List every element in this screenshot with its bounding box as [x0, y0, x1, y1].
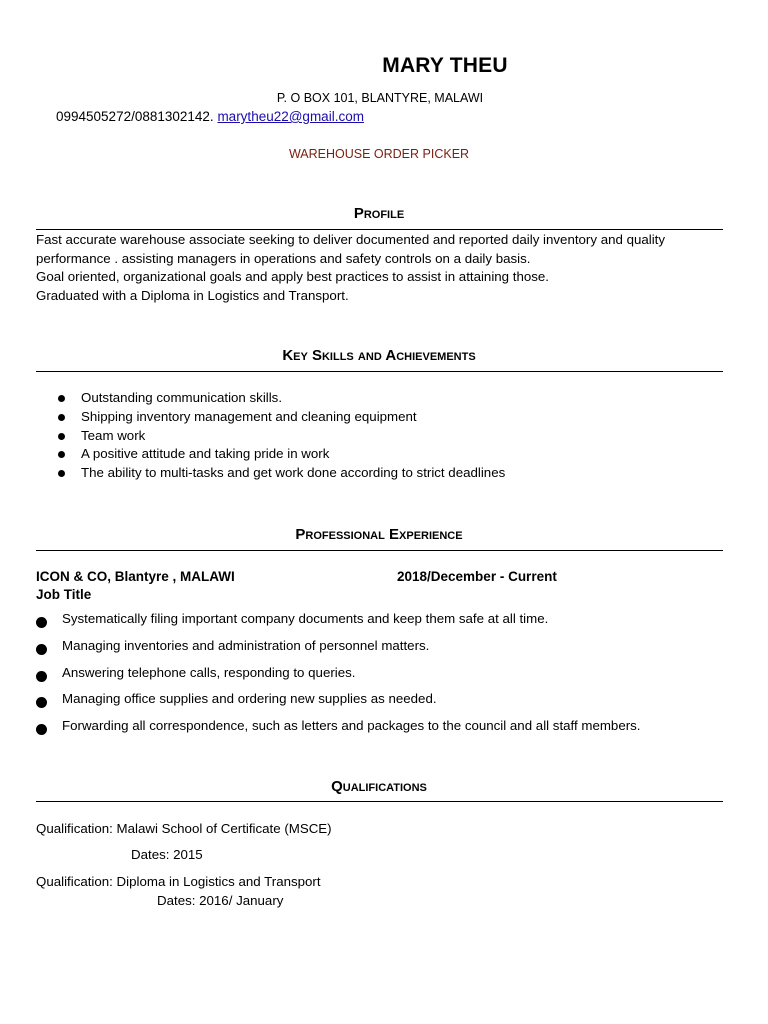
skill-text: A positive attitude and taking pride in work — [81, 446, 330, 462]
skill-text: Shipping inventory management and cleaning equipment — [81, 408, 417, 424]
bullet-icon — [58, 414, 65, 421]
experience-heading: Professional Experience — [295, 526, 463, 543]
skill-text: The ability to multi-tasks and get work done according to strict deadlines — [81, 465, 506, 481]
qualification-1-dates: Dates: 2015 — [131, 847, 203, 862]
target-role: WAREHOUSE ORDER PICKER — [288, 147, 470, 161]
contact-line — [56, 109, 364, 124]
bullet-icon — [36, 644, 47, 655]
skills-divider — [36, 371, 723, 372]
duty-text: Forwarding all correspondence, such as letters and packages to the council and all staff members. — [62, 718, 641, 734]
qualification-2-dates: Dates: 2016/ January — [157, 893, 284, 908]
bullet-icon — [36, 697, 47, 708]
profile-line: Goal oriented, organizational goals and apply best practices to assist in attaining those. — [36, 269, 549, 285]
email-link[interactable]: marytheu22@gmail.com — [217, 109, 364, 124]
skills-heading: Key Skills and Achievements — [282, 347, 476, 364]
qualifications-heading: Qualifications — [331, 778, 427, 795]
experience-divider — [36, 550, 723, 551]
profile-heading: Profile — [353, 205, 405, 222]
duty-text: Managing inventories and administration of personnel matters. — [62, 637, 430, 653]
bullet-icon — [58, 470, 65, 477]
skill-text: Team work — [81, 427, 146, 443]
skill-text: Outstanding communication skills. — [81, 390, 283, 405]
bullet-icon — [58, 395, 65, 402]
bullet-icon — [58, 451, 65, 458]
duty-text: Answering telephone calls, responding to queries. — [62, 664, 356, 680]
duty-text: Managing office supplies and ordering new supplies as needed. — [62, 691, 437, 707]
duty-text: Systematically filing important company documents and keep them safe at all time. — [62, 611, 549, 626]
employment-dates: 2018/December - Current — [397, 569, 557, 584]
profile-line: Graduated with a Diploma in Logistics and Transport. — [36, 288, 349, 304]
phone-numbers: 0994505272/0881302142. — [56, 109, 214, 124]
employer: ICON & CO, Blantyre , MALAWI — [36, 569, 235, 584]
job-title: Job Title — [36, 587, 92, 602]
profile-line: Fast accurate warehouse associate seeking to deliver documented and reported daily inventory and quality — [36, 232, 666, 247]
bullet-icon — [36, 671, 47, 682]
profile-line: performance . assisting managers in operations and safety controls on a daily basis. — [36, 250, 531, 266]
profile-divider — [36, 229, 723, 230]
qualification-2: Qualification: Diploma in Logistics and Transport — [36, 874, 321, 889]
bullet-icon — [58, 433, 65, 440]
profile-text — [36, 231, 736, 306]
postal-address: P. O BOX 101, BLANTYRE, MALAWI — [276, 91, 484, 105]
bullet-icon — [36, 724, 47, 735]
qualification-1: Qualification: Malawi School of Certificate (MSCE) — [36, 821, 332, 836]
qualifications-divider — [36, 801, 723, 802]
resume-name: MARY THEU — [382, 54, 508, 77]
bullet-icon — [36, 617, 47, 628]
